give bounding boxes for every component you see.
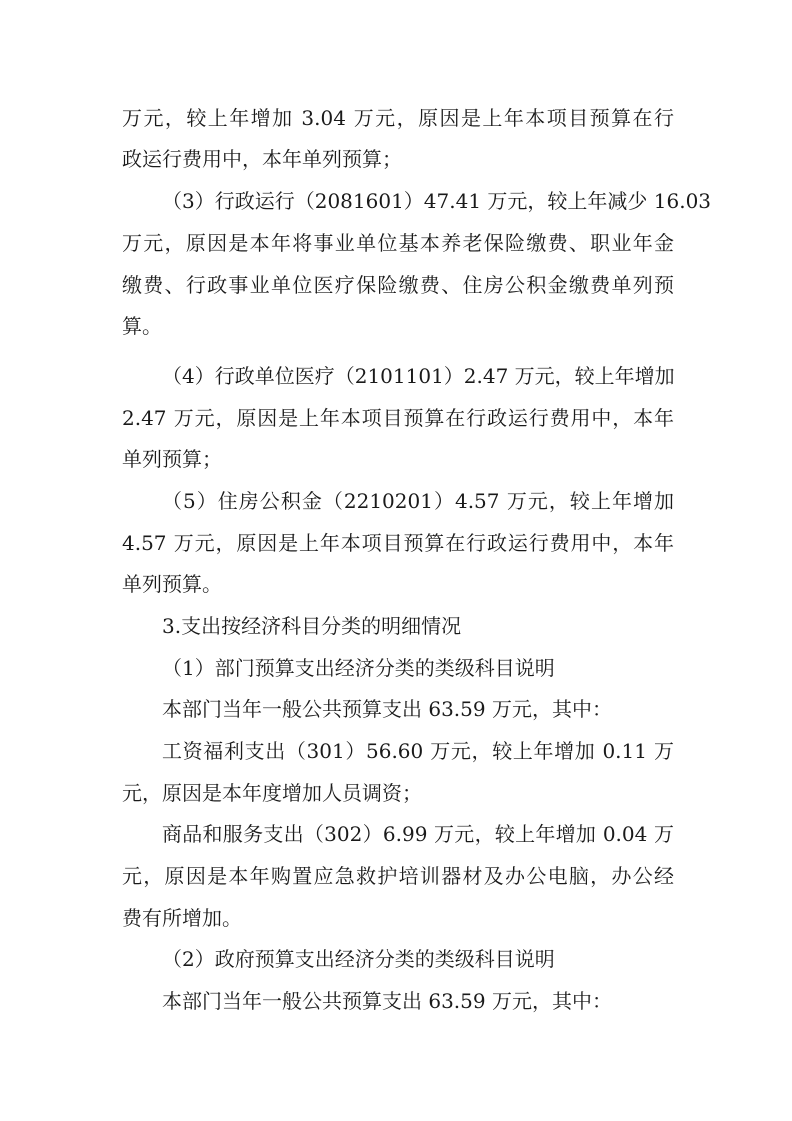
body-text-line: 算。 <box>122 314 162 338</box>
body-text-line: （3）行政运行（2081601）47.41 万元，较上年减少 16.03 <box>162 189 712 213</box>
body-text-line: 政运行费用中，本年单列预算； <box>122 147 402 171</box>
body-text-line: （5）住房公积金（2210201）4.57 万元，较上年增加 <box>162 489 674 513</box>
body-text-line: 缴费、行政事业单位医疗保险缴费、住房公积金缴费单列预 <box>122 273 674 297</box>
body-text-line: 费有所增加。 <box>122 906 242 930</box>
subsection-heading: （2）政府预算支出经济分类的类级科目说明 <box>162 947 555 971</box>
body-text-line: 本部门当年一般公共预算支出 63.59 万元，其中： <box>162 989 612 1013</box>
body-text-line: 万元，较上年增加 3.04 万元，原因是上年本项目预算在行 <box>122 106 674 130</box>
body-text-line: 本部门当年一般公共预算支出 63.59 万元，其中： <box>162 697 612 721</box>
body-text-line: 4.57 万元，原因是上年本项目预算在行政运行费用中，本年 <box>122 531 674 555</box>
section-heading: 3.支出按经济科目分类的明细情况 <box>162 614 462 638</box>
body-text-line: 单列预算； <box>122 447 222 471</box>
body-text-line: 单列预算。 <box>122 572 222 596</box>
body-text-line: 元，原因是本年度增加人员调资； <box>122 781 422 805</box>
body-text-line: 商品和服务支出（302）6.99 万元，较上年增加 0.04 万 <box>162 822 674 846</box>
body-text-line: 工资福利支出（301）56.60 万元，较上年增加 0.11 万 <box>162 739 674 763</box>
body-text-line: 2.47 万元，原因是上年本项目预算在行政运行费用中，本年 <box>122 406 674 430</box>
subsection-heading: （1）部门预算支出经济分类的类级科目说明 <box>162 656 555 680</box>
body-text-line: 元，原因是本年购置应急救护培训器材及办公电脑，办公经 <box>122 864 674 888</box>
body-text-line: （4）行政单位医疗（2101101）2.47 万元，较上年增加 <box>162 364 675 388</box>
body-text-line: 万元，原因是本年将事业单位基本养老保险缴费、职业年金 <box>122 231 674 255</box>
